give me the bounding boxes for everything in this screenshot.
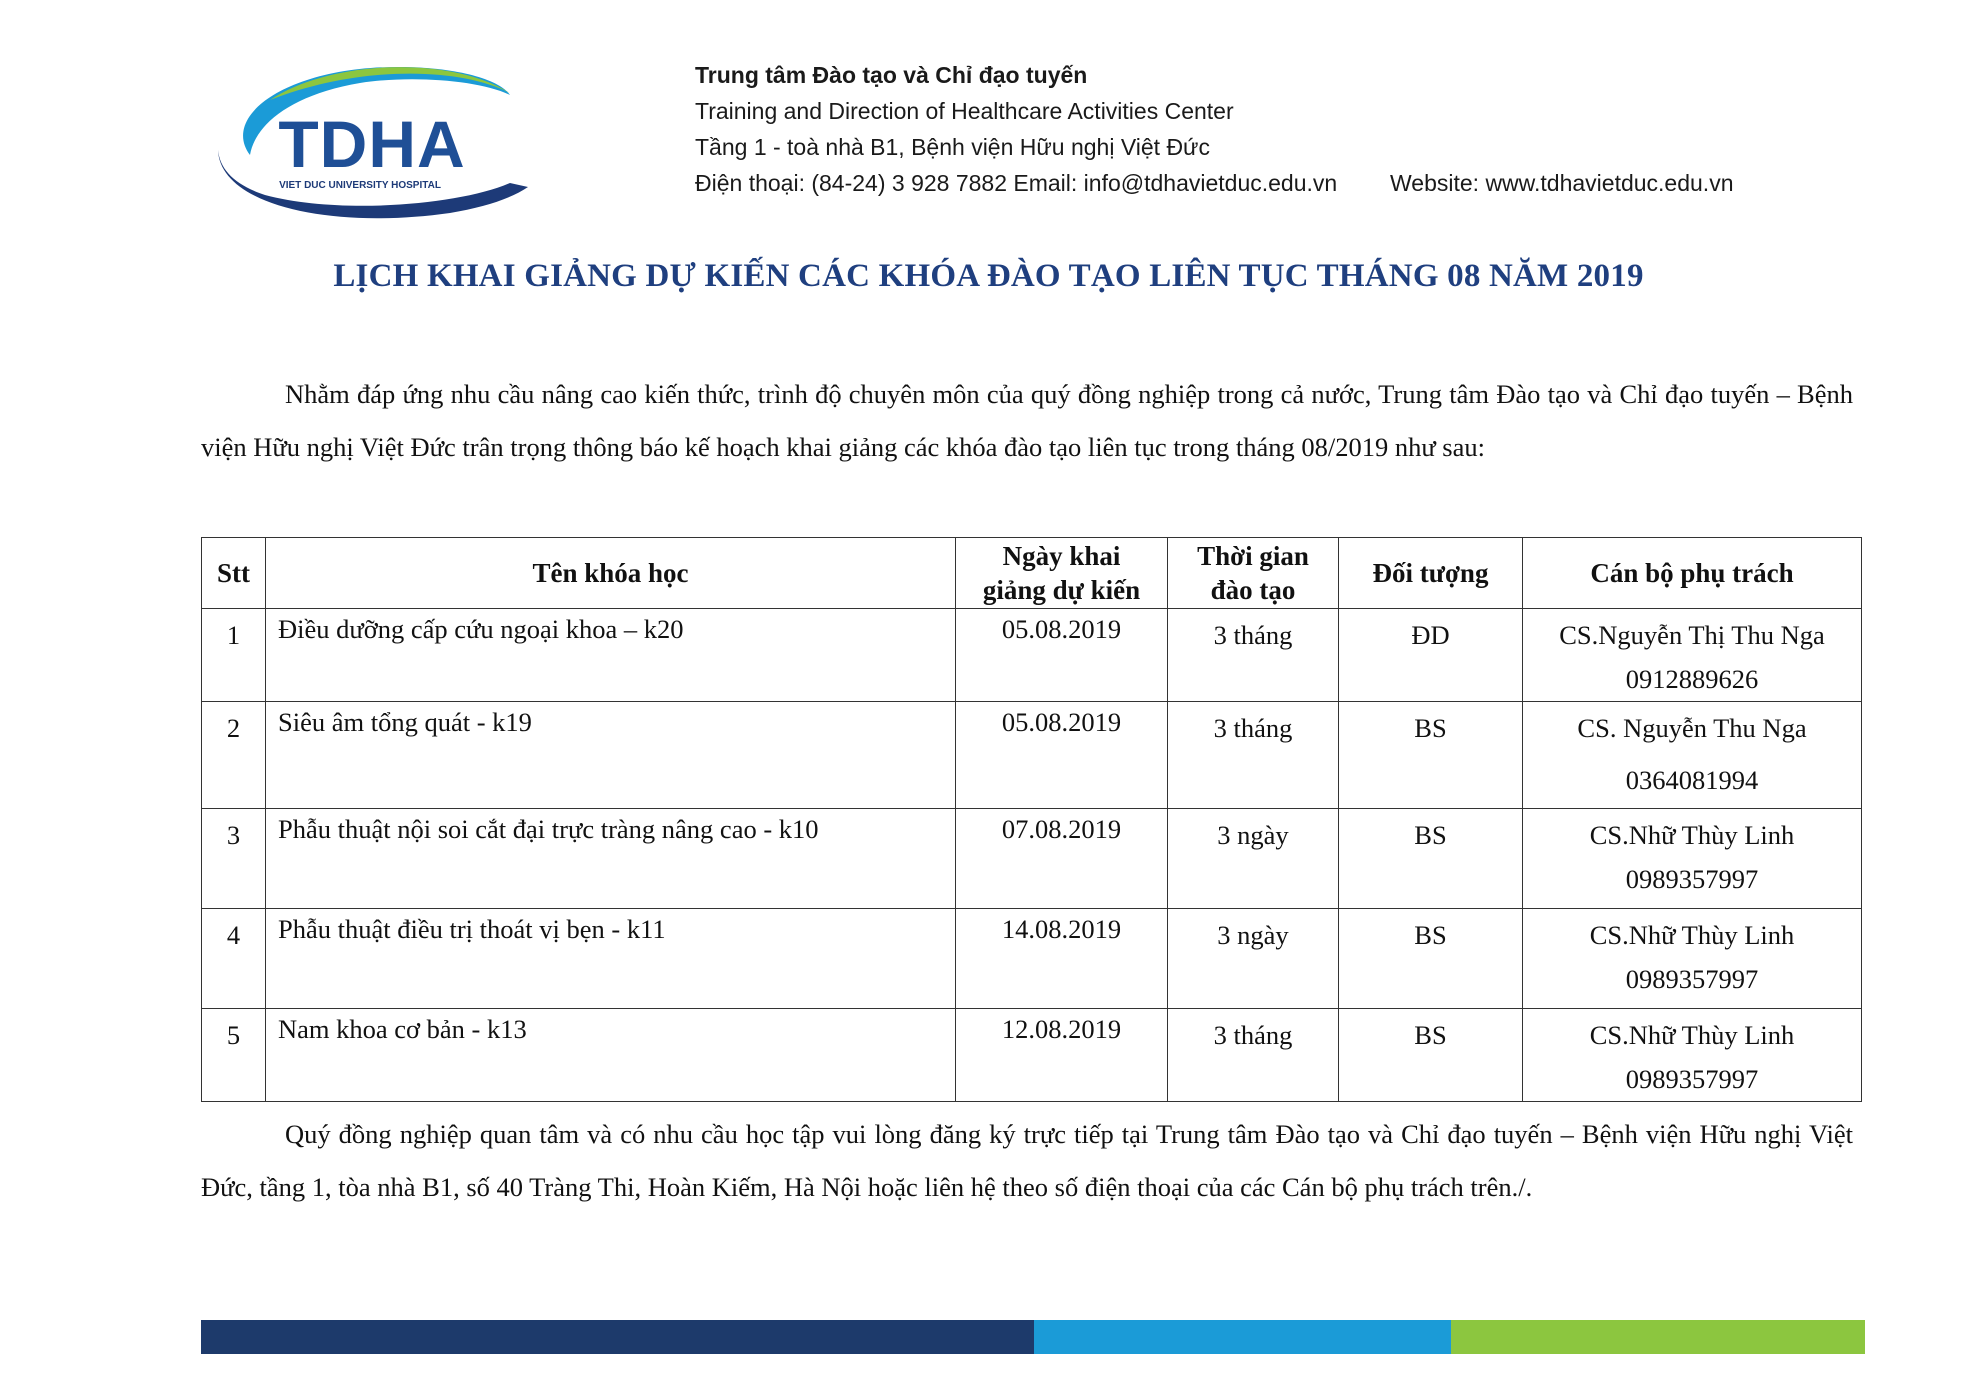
header-officer: Cán bộ phụ trách <box>1523 538 1862 609</box>
cell-course: Phẫu thuật nội soi cắt đại trực tràng nâng cao - k10 <box>266 809 956 909</box>
org-header <box>695 57 1734 201</box>
org-address: Tầng 1 - toà nhà B1, Bệnh viện Hữu nghị Việt Đức <box>695 134 1210 160</box>
cell-course: Phẫu thuật điều trị thoát vị bẹn - k11 <box>266 909 956 1009</box>
header-stt: Stt <box>202 538 266 609</box>
tdha-logo <box>210 55 540 230</box>
cell-stt: 3 <box>202 809 266 909</box>
cell-duration: 3 ngày <box>1168 909 1339 1009</box>
org-name-en: Training and Direction of Healthcare Activities Center <box>695 98 1234 124</box>
cell-stt: 2 <box>202 702 266 809</box>
cell-course: Siêu âm tổng quát - k19 <box>266 702 956 809</box>
logo-subtext: VIET DUC UNIVERSITY HOSPITAL <box>279 180 441 191</box>
cell-duration: 3 ngày <box>1168 809 1339 909</box>
cell-audience: ĐD <box>1339 609 1523 702</box>
org-contact: Điện thoại: (84-24) 3 928 7882 Email: info@tdhavietduc.edu.vn <box>695 170 1338 196</box>
cell-date: 05.08.2019 <box>956 702 1168 809</box>
org-website: Website: www.tdhavietduc.edu.vn <box>1390 170 1734 196</box>
header-date: Ngày khai giảng dự kiến <box>956 538 1168 609</box>
org-name-vi: Trung tâm Đào tạo và Chỉ đạo tuyến <box>695 62 1088 88</box>
footer-color-bar <box>201 1320 1865 1354</box>
cell-date: 12.08.2019 <box>956 1009 1168 1102</box>
logo-graphic <box>210 55 540 230</box>
cell-date: 07.08.2019 <box>956 809 1168 909</box>
cell-stt: 5 <box>202 1009 266 1102</box>
header-duration: Thời gian đào tạo <box>1168 538 1339 609</box>
cell-course: Nam khoa cơ bản - k13 <box>266 1009 956 1102</box>
schedule-table <box>201 537 1862 1102</box>
table-row <box>202 909 1862 1009</box>
cell-audience: BS <box>1339 702 1523 809</box>
cell-duration: 3 tháng <box>1168 1009 1339 1102</box>
table-row <box>202 809 1862 909</box>
cell-duration: 3 tháng <box>1168 702 1339 809</box>
table-row <box>202 609 1862 702</box>
cell-audience: BS <box>1339 1009 1523 1102</box>
footer-bar-navy <box>201 1320 1034 1354</box>
cell-officer: CS. Nguyễn Thu Nga 0364081994 <box>1523 702 1862 809</box>
cell-course: Điều dưỡng cấp cứu ngoại khoa – k20 <box>266 609 956 702</box>
cell-officer: CS.Nhữ Thùy Linh 0989357997 <box>1523 1009 1862 1102</box>
table-row <box>202 1009 1862 1102</box>
cell-officer: CS.Nhữ Thùy Linh 0989357997 <box>1523 909 1862 1009</box>
cell-stt: 4 <box>202 909 266 1009</box>
cell-officer: CS.Nhữ Thùy Linh 0989357997 <box>1523 809 1862 909</box>
cell-audience: BS <box>1339 809 1523 909</box>
table-header-row <box>202 538 1862 609</box>
cell-audience: BS <box>1339 909 1523 1009</box>
footer-bar-blue <box>1034 1320 1451 1354</box>
page-title: LỊCH KHAI GIẢNG DỰ KIẾN CÁC KHÓA ĐÀO TẠO LIÊN TỤC THÁNG 08 NĂM 2019 <box>333 258 1644 294</box>
cell-date: 05.08.2019 <box>956 609 1168 702</box>
cell-date: 14.08.2019 <box>956 909 1168 1009</box>
cell-stt: 1 <box>202 609 266 702</box>
intro-paragraph: Nhằm đáp ứng nhu cầu nâng cao kiến thức, trình độ chuyên môn của quý đồng nghiệp trong cả nước, Trung tâm Đào tạo và Chỉ đạo tuyến – Bệnh viện Hữu nghị Việt Đức trân trọng thông báo kế hoạch khai giảng các khóa đào tạo liên tục trong tháng 08/2019 như sau: <box>201 379 1853 462</box>
header-audience: Đối tượng <box>1339 538 1523 609</box>
logo-text: TDHA <box>278 107 466 181</box>
closing-paragraph: Quý đồng nghiệp quan tâm và có nhu cầu học tập vui lòng đăng ký trực tiếp tại Trung tâm Đào tạo và Chỉ đạo tuyến – Bệnh viện Hữu nghị Việt Đức, tầng 1, tòa nhà B1, số 40 Tràng Thi, Hoàn Kiếm, Hà Nội hoặc liên hệ theo số điện thoại của các Cán bộ phụ trách trên./. <box>201 1119 1853 1202</box>
header-course: Tên khóa học <box>266 538 956 609</box>
footer-bar-green <box>1451 1320 1865 1354</box>
table-row <box>202 702 1862 809</box>
cell-officer: CS.Nguyễn Thị Thu Nga 0912889626 <box>1523 609 1862 702</box>
cell-duration: 3 tháng <box>1168 609 1339 702</box>
